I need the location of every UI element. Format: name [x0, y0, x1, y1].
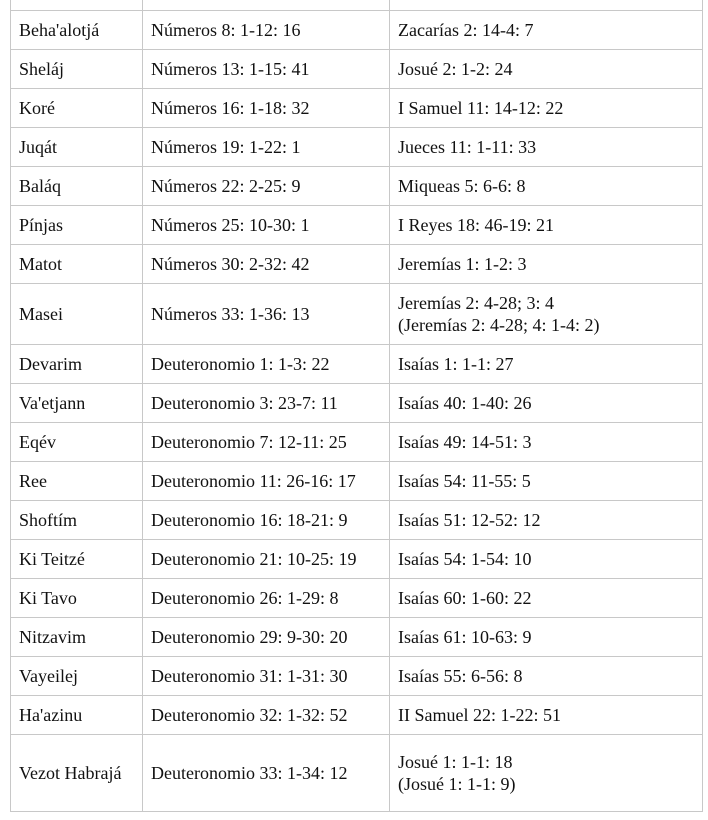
haftara-line: Isaías 1: 1-1: 27 [398, 354, 514, 374]
parasha-name-cell: Pínjas [11, 206, 143, 245]
haftara-reading-cell [390, 50, 703, 89]
haftara-reading-cell [390, 501, 703, 540]
haftara-line: Jeremías 1: 1-2: 3 [398, 254, 527, 274]
haftara-reading-cell [390, 167, 703, 206]
haftara-reading-cell [390, 618, 703, 657]
haftara-line: Isaías 54: 1-54: 10 [398, 549, 532, 569]
haftara-alternate-line: (Josué 1: 1-1: 9) [398, 774, 516, 794]
haftara-reading-cell [390, 384, 703, 423]
haftara-reading-cell [390, 128, 703, 167]
haftara-line: I Samuel 11: 14-12: 22 [398, 98, 564, 118]
parasha-name-cell: Ki Tavo [11, 579, 143, 618]
table-row [11, 245, 703, 284]
haftara-reading-cell [390, 423, 703, 462]
torah-reading-cell: Números 33: 1-36: 13 [143, 284, 390, 345]
haftara-reading-cell [390, 89, 703, 128]
parasha-name-cell: Ree [11, 462, 143, 501]
parasha-name-cell: Vezot Habrajá [11, 735, 143, 812]
parasha-name-cell: Koré [11, 89, 143, 128]
table-row [11, 423, 703, 462]
torah-reading-cell: Deuteronomio 16: 18-21: 9 [143, 501, 390, 540]
parasha-name-cell: Nitzavim [11, 618, 143, 657]
haftara-line: II Samuel 22: 1-22: 51 [398, 705, 561, 725]
torah-reading-cell: Números 30: 2-32: 42 [143, 245, 390, 284]
table-row [11, 128, 703, 167]
table-row [11, 735, 703, 812]
table-row [11, 462, 703, 501]
haftara-line: Isaías 60: 1-60: 22 [398, 588, 532, 608]
haftara-line: Josué 2: 1-2: 24 [398, 59, 513, 79]
table-row [11, 540, 703, 579]
haftara-reading-cell [390, 0, 703, 11]
parasha-name-cell: Sheláj [11, 50, 143, 89]
haftara-line: Isaías 54: 11-55: 5 [398, 471, 531, 491]
haftara-reading-cell [390, 540, 703, 579]
haftara-reading-cell [390, 345, 703, 384]
torah-reading-cell: Números 22: 2-25: 9 [143, 167, 390, 206]
table-row [11, 618, 703, 657]
parasha-name-cell: Beha'alotjá [11, 11, 143, 50]
haftara-line: Isaías 40: 1-40: 26 [398, 393, 532, 413]
parasha-name-cell [11, 0, 143, 11]
torah-reading-cell: Deuteronomio 11: 26-16: 17 [143, 462, 390, 501]
table-row [11, 284, 703, 345]
torah-reading-cell: Números 13: 1-15: 41 [143, 50, 390, 89]
parasha-name-cell: Vayeilej [11, 657, 143, 696]
table-row [11, 11, 703, 50]
haftara-reading-cell [390, 11, 703, 50]
table-row [11, 89, 703, 128]
torah-reading-cell: Deuteronomio 33: 1-34: 12 [143, 735, 390, 812]
haftara-reading-cell [390, 245, 703, 284]
torah-reading-cell: Deuteronomio 31: 1-31: 30 [143, 657, 390, 696]
parasha-readings-table [10, 0, 703, 812]
haftara-reading-cell [390, 579, 703, 618]
table-row [11, 50, 703, 89]
torah-reading-cell: Deuteronomio 26: 1-29: 8 [143, 579, 390, 618]
haftara-reading-cell [390, 657, 703, 696]
table-row [11, 696, 703, 735]
haftara-line: I Reyes 18: 46-19: 21 [398, 215, 554, 235]
haftara-reading-cell [390, 462, 703, 501]
torah-reading-cell: Deuteronomio 1: 1-3: 22 [143, 345, 390, 384]
torah-reading-cell: Deuteronomio 32: 1-32: 52 [143, 696, 390, 735]
parasha-name-cell: Eqév [11, 423, 143, 462]
haftara-alternate-line: (Jeremías 2: 4-28; 4: 1-4: 2) [398, 315, 600, 335]
haftara-line: Jeremías 2: 4-28; 3: 4 [398, 293, 554, 313]
parasha-name-cell: Baláq [11, 167, 143, 206]
table-row [11, 579, 703, 618]
haftara-line: Isaías 55: 6-56: 8 [398, 666, 523, 686]
torah-reading-cell [143, 0, 390, 11]
haftara-line: Zacarías 2: 14-4: 7 [398, 20, 534, 40]
parasha-name-cell: Devarim [11, 345, 143, 384]
haftara-line: Isaías 51: 12-52: 12 [398, 510, 541, 530]
parasha-name-cell: Masei [11, 284, 143, 345]
torah-reading-cell: Deuteronomio 3: 23-7: 11 [143, 384, 390, 423]
table-row [11, 384, 703, 423]
haftara-reading-cell [390, 735, 703, 812]
torah-reading-cell: Deuteronomio 7: 12-11: 25 [143, 423, 390, 462]
parasha-name-cell: Juqát [11, 128, 143, 167]
parasha-name-cell: Ha'azinu [11, 696, 143, 735]
haftara-line: Miqueas 5: 6-6: 8 [398, 176, 526, 196]
table-row [11, 345, 703, 384]
parasha-name-cell: Shoftím [11, 501, 143, 540]
parasha-name-cell: Ki Teitzé [11, 540, 143, 579]
table-row [11, 657, 703, 696]
haftara-line: Josué 1: 1-1: 18 [398, 752, 513, 772]
torah-reading-cell: Deuteronomio 29: 9-30: 20 [143, 618, 390, 657]
torah-reading-cell: Números 8: 1-12: 16 [143, 11, 390, 50]
torah-reading-cell: Números 25: 10-30: 1 [143, 206, 390, 245]
haftara-line: Isaías 61: 10-63: 9 [398, 627, 532, 647]
haftara-reading-cell [390, 696, 703, 735]
parasha-name-cell: Matot [11, 245, 143, 284]
haftara-reading-cell [390, 284, 703, 345]
haftara-reading-cell [390, 206, 703, 245]
table-row [11, 501, 703, 540]
torah-reading-cell: Números 19: 1-22: 1 [143, 128, 390, 167]
parasha-name-cell: Va'etjann [11, 384, 143, 423]
table-row [11, 206, 703, 245]
haftara-line: Jueces 11: 1-11: 33 [398, 137, 537, 157]
haftara-line: Isaías 49: 14-51: 3 [398, 432, 532, 452]
table-row [11, 0, 703, 11]
table-row [11, 167, 703, 206]
torah-reading-cell: Deuteronomio 21: 10-25: 19 [143, 540, 390, 579]
torah-reading-cell: Números 16: 1-18: 32 [143, 89, 390, 128]
